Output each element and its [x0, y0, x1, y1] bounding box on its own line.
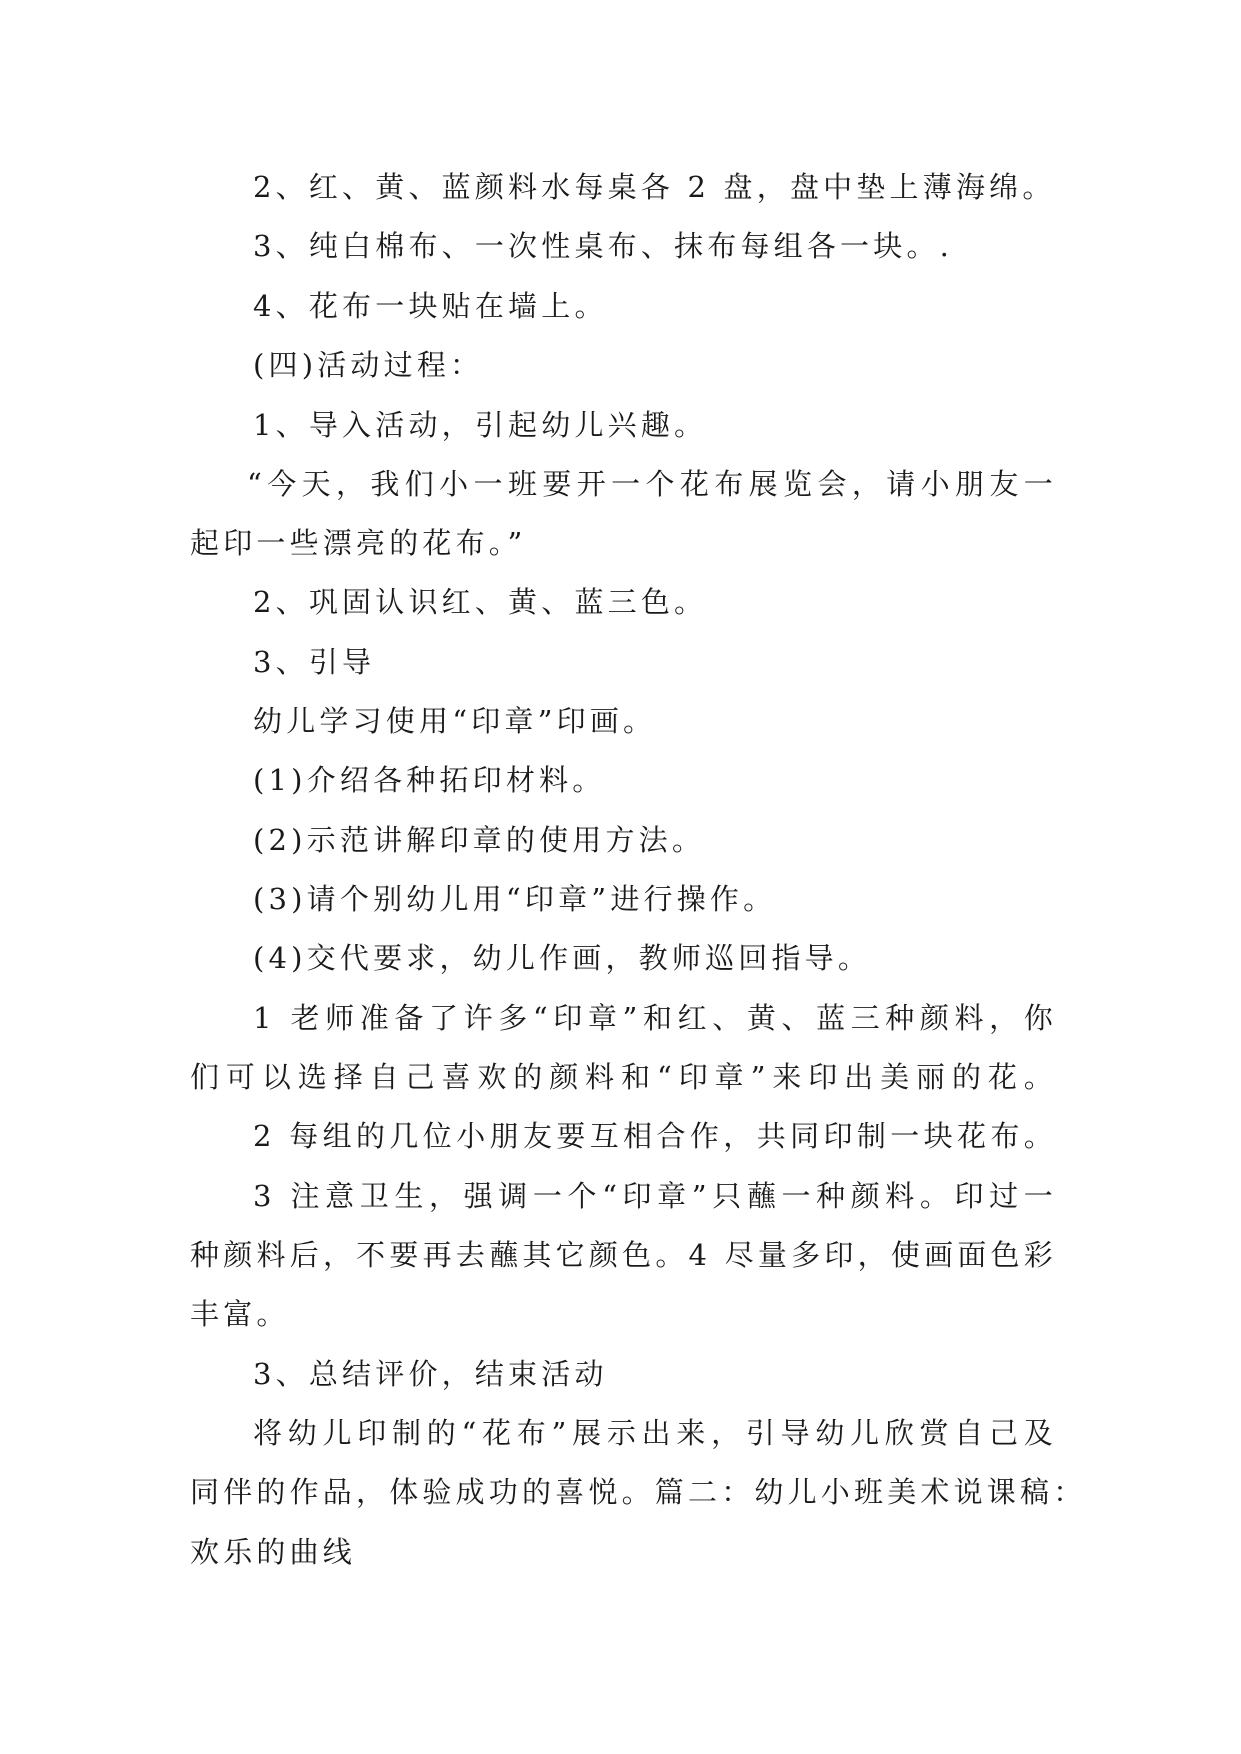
paragraph-line: 丰富。 [190, 1297, 290, 1331]
list-item: (2)示范讲解印章的使用方法。 [253, 823, 706, 857]
paragraph-line: 3、纯白棉布、一次性桌布、抹布每组各一块。. [253, 229, 954, 263]
section-heading: (四)活动过程： [253, 348, 484, 382]
paragraph-line: 将幼儿印制的“花布”展示出来，引导幼儿欣赏自己及 [253, 1416, 1057, 1450]
list-item: (1)介绍各种拓印材料。 [253, 763, 606, 797]
paragraph-line: 们可以选择自己喜欢的颜料和“印章”来印出美丽的花。 [190, 1060, 1057, 1094]
paragraph-line: 3、引导 [253, 645, 376, 679]
paragraph-line: 同伴的作品，体验成功的喜悦。篇二：幼儿小班美术说课稿： [190, 1475, 1087, 1509]
list-item: (3)请个别幼儿用“印章”进行操作。 [253, 882, 777, 916]
paragraph-line: 1 老师准备了许多“印章”和红、黄、蓝三种颜料，你 [253, 1001, 1057, 1035]
paragraph-line: 欢乐的曲线 [190, 1535, 357, 1569]
paragraph-line: 种颜料后，不要再去蘸其它颜色。4 尽量多印，使画面色彩 [190, 1238, 1057, 1272]
paragraph-line: 起印一些漂亮的花布。” [190, 526, 527, 560]
paragraph-line: 4、花布一块贴在墙上。 [253, 289, 608, 323]
paragraph-line: 2、巩固认识红、黄、蓝三色。 [253, 585, 708, 619]
paragraph-line: 幼儿学习使用“印章”印画。 [253, 704, 657, 738]
paragraph-line: 3、总结评价，结束活动 [253, 1357, 608, 1391]
paragraph-line: 3 注意卫生，强调一个“印章”只蘸一种颜料。印过一 [253, 1179, 1057, 1213]
paragraph-line: 2 每组的几位小朋友要互相合作，共同印制一块花布。 [253, 1119, 1057, 1153]
paragraph-line: “今天，我们小一班要开一个花布展览会，请小朋友一 [247, 467, 1057, 501]
list-item: (4)交代要求，幼儿作画，教师巡回指导。 [253, 941, 872, 975]
paragraph-line: 1、导入活动，引起幼儿兴趣。 [253, 408, 708, 442]
paragraph-line: 2、红、黄、蓝颜料水每桌各 2 盘，盘中垫上薄海绵。 [253, 170, 1056, 204]
